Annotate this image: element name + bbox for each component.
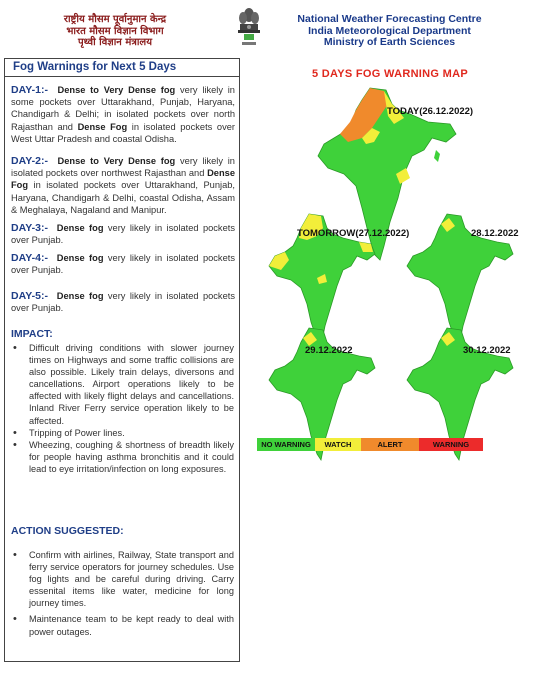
map-legend — [257, 438, 483, 451]
day-3-label: DAY-3:- — [11, 222, 48, 234]
map-label-tomorrow: TOMORROW(27.12.2022) — [297, 228, 410, 239]
impact-list — [5, 342, 234, 475]
legend-warning: WARNING — [419, 438, 483, 451]
legend-watch: WATCH — [315, 438, 361, 451]
day-2-warning — [11, 155, 235, 216]
day-4-label: DAY-4:- — [11, 252, 48, 264]
hindi-line-2: भारत मौसम विज्ञान विभाग — [66, 25, 164, 37]
day-4-text: Dense fog very likely in isolated pockets over Punjab. — [11, 253, 235, 276]
map-title: 5 DAYS FOG WARNING MAP — [312, 68, 468, 80]
action-item: • Maintenance team to be kept ready to deal with power outages. — [29, 613, 234, 637]
page-header — [0, 0, 535, 58]
english-line-3: Ministry of Earth Sciences — [323, 36, 456, 48]
day-2-label: DAY-2:- — [11, 155, 48, 167]
day-2-text: Dense to Very Dense fog very likely in isolated pockets over northwest Rajasthan and Dense Fog in isolated pockets over Uttarakhand, Punjab, Haryana, Chandigarh & Delhi, coastal Odisha, Assam & Meghalaya, Nagaland and Manipur. — [11, 156, 235, 215]
day-3-text: Dense fog very likely in isolated pockets over Punjab. — [11, 223, 235, 246]
map-label-day4: 29.12.2022 — [305, 345, 353, 356]
title-divider — [5, 76, 239, 77]
day-5-text: Dense fog very likely in isolated pockets over Punjab. — [11, 291, 235, 314]
hindi-line-3: पृथ्वी विज्ञान मंत्रालय — [77, 37, 153, 48]
impact-item: • Wheezing, coughing & shortness of breadth likely for people having asthma bronchitis and it could lead to eye irritation/infection on long exposures. — [29, 439, 234, 475]
english-org-name — [272, 14, 507, 49]
day-1-text: Dense to Very Dense fog very likely in some pockets over Uttarakhand, Punjab, Haryana, Chandigarh & Delhi; in isolated pockets over north Rajasthan and Dense Fog in isolated pockets over West Uttar Pradesh and coastal Odisha. — [11, 85, 235, 144]
national-emblem-icon — [236, 6, 262, 50]
hindi-org-name — [40, 14, 190, 49]
legend-alert: ALERT — [361, 438, 419, 451]
day-3-warning — [11, 222, 235, 246]
action-title: ACTION SUGGESTED: — [11, 525, 124, 537]
fog-warning-map — [245, 58, 535, 463]
action-list — [5, 549, 234, 638]
warnings-title: Fog Warnings for Next 5 Days — [13, 61, 177, 73]
legend-no-warning: NO WARNING — [257, 438, 315, 451]
day-1-warning — [11, 84, 235, 145]
warnings-panel — [4, 58, 240, 662]
day-1-label: DAY-1:- — [11, 84, 48, 96]
action-item: • Confirm with airlines, Railway, State transport and ferry service operators for journey schedules. Use fog lights and be careful during driving. Carry essenital items like water, medicine for long journey times. — [29, 549, 234, 609]
day-5-warning — [11, 290, 235, 314]
impact-title: IMPACT: — [11, 328, 53, 340]
day-4-warning — [11, 252, 235, 276]
map-label-today: TODAY(26.12.2022) — [387, 106, 474, 117]
map-label-day5: 30.12.2022 — [463, 345, 511, 356]
impact-item: • Tripping of Power lines. — [29, 427, 234, 439]
english-line-2: India Meteorological Department — [308, 24, 471, 37]
day-5-label: DAY-5:- — [11, 290, 48, 302]
map-label-day3: 28.12.2022 — [471, 228, 519, 239]
hindi-line-1: राष्ट्रीय मौसम पूर्वानुमान केन्द्र — [63, 14, 167, 25]
english-line-1: National Weather Forecasting Centre — [297, 13, 482, 25]
impact-item: • Difficult driving conditions with slower journey times on Highways and some traffic collisions are also possible. Likely train delays, diversons and cancellations. Airport operations likely to be affected with likely flight delays and cancellations. Inland River Ferry service operation likely to be affected. — [29, 342, 234, 427]
